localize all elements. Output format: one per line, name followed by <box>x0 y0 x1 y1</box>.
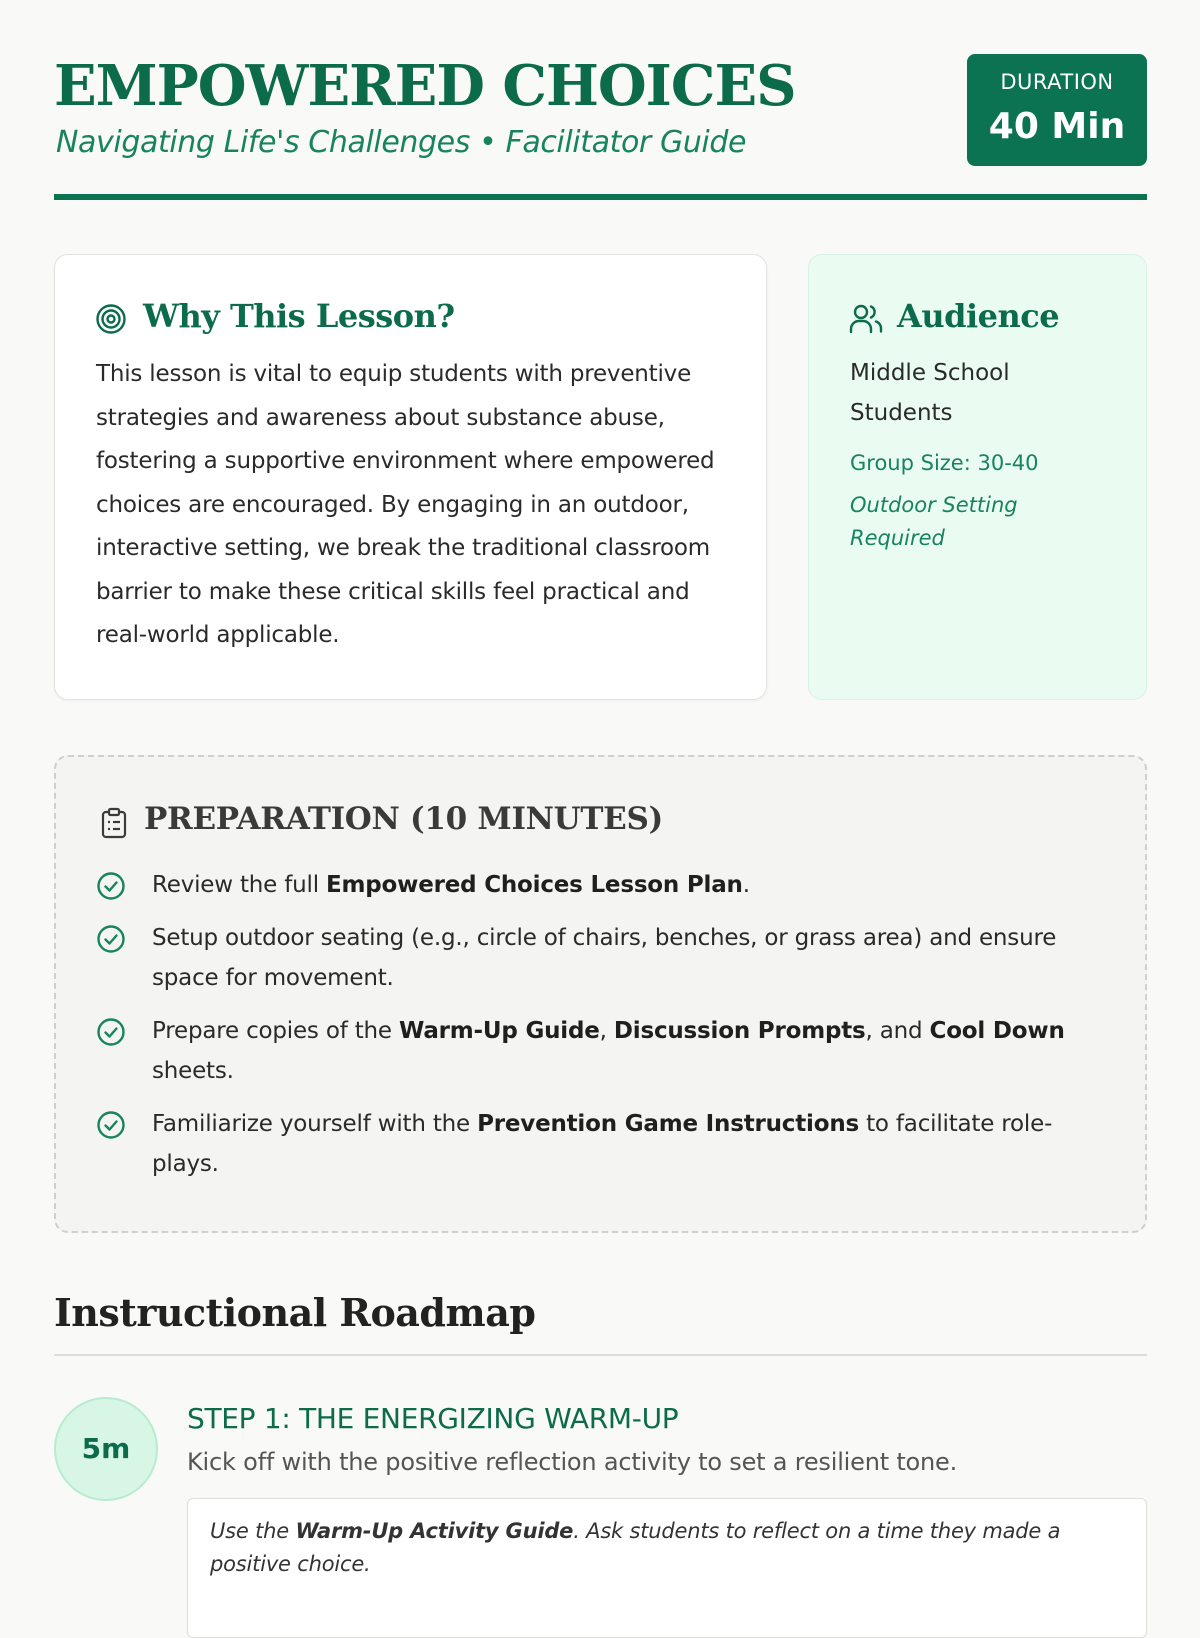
preparation-list <box>96 865 1106 1197</box>
check-circle-icon <box>96 924 126 967</box>
audience-card <box>808 254 1147 700</box>
step-time-badge: 5m <box>54 1397 158 1501</box>
step-note-box <box>187 1498 1147 1638</box>
page-subtitle: Navigating Life's Challenges • Facilitator Guide <box>56 125 747 160</box>
duration-label: DURATION <box>1000 70 1114 94</box>
users-icon <box>849 303 883 339</box>
audience-name: Middle School Students <box>850 360 1010 426</box>
header <box>54 52 1147 200</box>
clipboard-icon <box>100 807 128 843</box>
roadmap-divider <box>54 1354 1147 1356</box>
preparation-title: PREPARATION (10 MINUTES) <box>144 801 663 837</box>
target-icon <box>95 303 127 339</box>
header-divider <box>54 194 1147 200</box>
step-title: STEP 1: THE ENERGIZING WARM-UP <box>187 1402 679 1435</box>
why-lesson-body: This lesson is vital to equip students with preventive strategies and awareness about substance abuse, fostering a supportive environment where empowered choices are encouraged. By engaging in an outdoor, interactive setting, we break the traditional classroom barrier to make these critical skills feel practical and real-world applicable. <box>96 361 715 648</box>
audience-group-size: Group Size: 30-40 <box>850 451 1039 475</box>
list-item: Setup outdoor seating (e.g., circle of chairs, benches, or grass area) and ensure space for movement. <box>96 918 1106 998</box>
roadmap-title: Instructional Roadmap <box>54 1290 536 1335</box>
page-title: EMPOWERED CHOICES <box>54 53 796 119</box>
check-circle-icon <box>96 871 126 914</box>
duration-value: 40 Min <box>988 106 1126 147</box>
why-lesson-title: Why This Lesson? <box>143 297 455 335</box>
why-lesson-card <box>54 254 767 700</box>
list-item: Prepare copies of the Warm-Up Guide, Discussion Prompts, and Cool Down sheets. <box>96 1011 1106 1091</box>
list-item: Familiarize yourself with the Prevention Game Instructions to facilitate role-plays. <box>96 1104 1106 1184</box>
check-circle-icon <box>96 1110 126 1153</box>
audience-setting: Outdoor Setting Required <box>850 493 1018 550</box>
audience-title: Audience <box>897 297 1060 335</box>
check-circle-icon <box>96 1017 126 1060</box>
list-item: Review the full Empowered Choices Lesson Plan. <box>96 865 1106 905</box>
preparation-section <box>54 755 1147 1233</box>
step-note: Use the Warm-Up Activity Guide. Ask students to reflect on a time they made a positive choice. <box>210 1519 1061 1576</box>
step-description: Kick off with the positive reflection activity to set a resilient tone. <box>187 1448 958 1476</box>
duration-badge <box>967 54 1147 166</box>
